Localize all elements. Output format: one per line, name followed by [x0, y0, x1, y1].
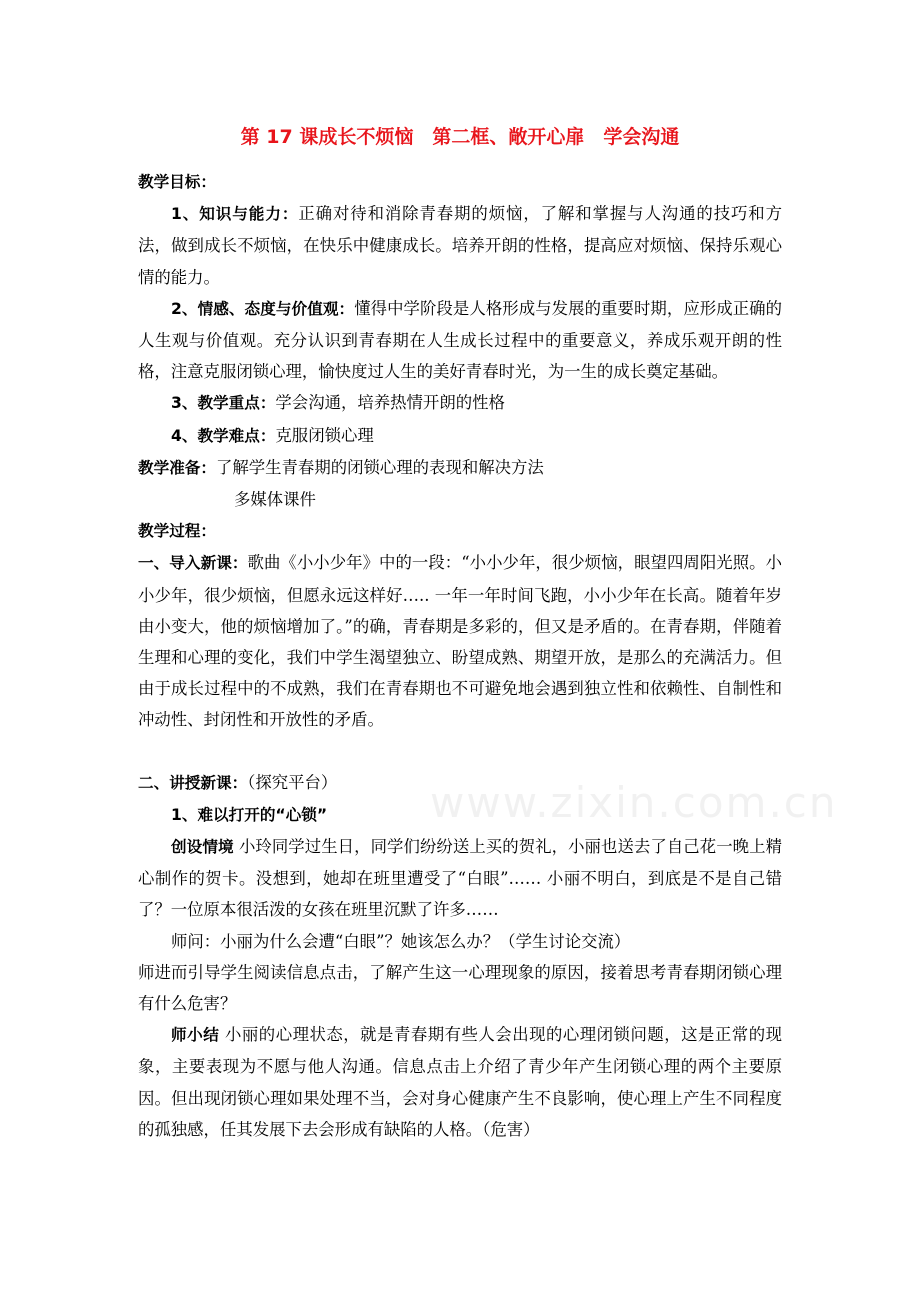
document-body [138, 166, 782, 1145]
intro-paragraph: 一、导入新课：歌曲《小小少年》中的一段：“小小少年，很少烦恼，眼望四周阳光照。小小少年，很少烦恼，但愿永远这样好….. 一年一年时间飞跑，小小少年在长高。随着年岁由小变大，他的烦恼增加了。”的确，青春期是多彩的，但又是矛盾的。在青春期，伴随着生理和心理的变化，我们中学生渴望独立、盼望成熟、期望开放，是那么的充满活力。但由于成长过程中的不成熟，我们在青春期也不可避免地会遇到独立性和依赖性、自制性和冲动性、封闭性和开放性的矛盾。 [138, 553, 782, 730]
objective-item-1: 1、知识与能力：正确对待和消除青春期的烦恼，了解和掌握与人沟通的技巧和方法，做到成长不烦恼，在快乐中健康成长。培养开朗的性格，提高应对烦恼、保持乐观心情的能力。 [138, 204, 783, 287]
process-heading: 教学过程： [138, 522, 216, 541]
objectives-heading: 教学目标： [138, 173, 216, 191]
preparation-line-1: 教学准备：了解学生青春期的闭锁心理的表现和解决方法 [138, 457, 544, 477]
guide-paragraph: 师进而引导学生阅读信息点击，了解产生这一心理现象的原因，接着思考青春期闭锁心理有什么危害？ [138, 962, 782, 1014]
objective-item-2: 2、情感、态度与价值观：懂得中学阶段是人格形成与发展的重要时期，应形成正确的人生观与价值观。充分认识到青春期在人生成长过程中的重要意义，养成乐观开朗的性格，注意克服闭锁心理，愉快度过人生的美好青春时光，为一生的成长奠定基础。 [138, 298, 782, 382]
scene-paragraph: 创设情境 小玲同学过生日，同学们纷纷送上买的贺礼，小丽也送去了自己花一晚上精心制作的贺卡。没想到，她却在班里遭受了“白眼”…… 小丽不明白，到底是不是自己错了？一位原本很活泼的女孩在班里沉默了许多…… [138, 837, 782, 920]
new-lesson-heading: 二、讲授新课：（探究平台） [138, 772, 338, 792]
objective-item-3: 3、教学重点：学会沟通，培养热情开朗的性格 [171, 393, 505, 413]
watermark: www.zixin.com.cn [430, 778, 838, 827]
blank-line [138, 736, 782, 767]
subsection-title: 1、难以打开的“心锁” [171, 805, 328, 824]
preparation-line-2: 多媒体课件 [234, 490, 316, 510]
objective-item-4: 4、教学难点：克服闭锁心理 [171, 425, 374, 445]
teacher-question: 师问：小丽为什么会遭“白眼”？她该怎么办？（学生讨论交流） [171, 931, 631, 951]
summary-paragraph: 师小结 小丽的心理状态，就是青春期有些人会出现的心理闭锁问题，这是正常的现象，主要表现为不愿与他人沟通。信息点击上介绍了青少年产生闭锁心理的两个主要原因。但出现闭锁心理如果处理不当，会对身心健康产生不良影响，使心理上产生不同程度的孤独感，任其发展下去会形成有缺陷的人格。（危害） [138, 1025, 782, 1139]
page-title: 第 17 课成长不烦恼 第二框、敞开心扉 学会沟通 [240, 126, 680, 148]
